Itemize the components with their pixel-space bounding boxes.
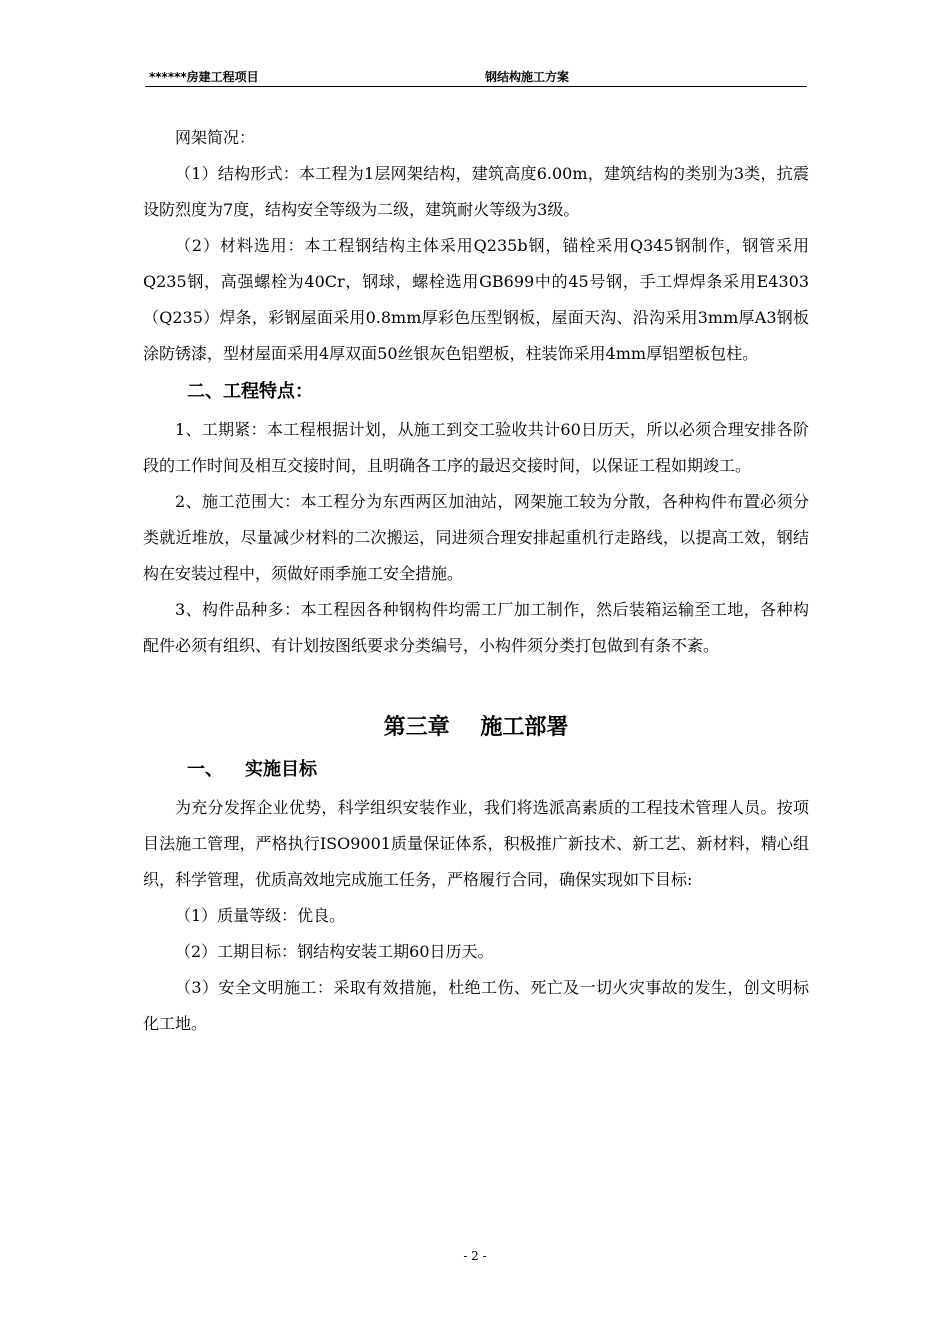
goals-heading-number: 一、 <box>187 759 223 780</box>
goal-item-safety: （3）安全文明施工：采取有效措施，杜绝工伤、死亡及一切火灾事故的发生，创文明标化工地。 <box>143 978 809 1033</box>
features-heading: 二、工程特点： <box>187 381 313 402</box>
chapter-name: 施工部署 <box>480 715 569 740</box>
feature-item-scope: 2、施工范围大：本工程分为东西两区加油站，网架施工较为分散，各种构件布置必须分类就近堆放，尽量减少材料的二次搬运，同进须合理安排起重机行走路线，以提高工效，钢结构在安装过程中，须做好雨季施工安全措施。 <box>143 492 809 583</box>
goal-item-quality: （1）质量等级：优良。 <box>175 906 346 925</box>
chapter-number: 第三章 <box>383 715 450 740</box>
goals-heading <box>143 750 809 790</box>
header-document-title: 钢结构施工方案 <box>485 70 570 84</box>
chapter-title <box>143 706 809 750</box>
page-body <box>143 120 809 1042</box>
overview-title: 网架简况： <box>175 128 256 147</box>
feature-item-components: 3、构件品种多：本工程因各种钢构件均需工厂加工制作，然后装箱运输至工地，各种构配件必须有组织、有计划按图纸要求分类编号，小构件须分类打包做到有条不紊。 <box>143 600 809 655</box>
page-header <box>145 68 807 87</box>
goals-heading-text: 实施目标 <box>245 759 317 780</box>
feature-item-schedule: 1、工期紧：本工程根据计划，从施工到交工验收共计60日历天，所以必须合理安排各阶段的工作时间及相互交接时间，且明确各工序的最迟交接时间，以保证工程如期竣工。 <box>143 420 809 475</box>
goals-intro-paragraph: 为充分发挥企业优势，科学组织安装作业，我们将选派高素质的工程技术管理人员。按项目法施工管理，严格执行ISO9001质量保证体系，积极推广新技术、新工艺、新材料，精心组织，科学管理，优质高效地完成施工任务，严格履行合同，确保实现如下目标: <box>143 798 809 889</box>
header-project-name: ******房建工程项目 <box>149 70 259 84</box>
page-number: - 2 - <box>463 1249 487 1263</box>
overview-materials-paragraph: （2）材料选用：本工程钢结构主体采用Q235b钢，锚栓采用Q345钢制作，钢管采用Q235钢，高强螺栓为40Cr，钢球，螺栓选用GB699中的45号钢，手工焊焊条采用E4303（Q235）焊条，彩钢屋面采用0.8mm厚彩色压型钢板，屋面天沟、沿沟采用3mm厚A3钢板涂防锈漆，型材屋面采用4厚双面50丝银灰色铝塑板，柱装饰采用4mm厚铝塑板包柱。 <box>143 236 809 363</box>
goal-item-schedule: （2）工期目标：钢结构安装工期60日历天。 <box>175 942 494 961</box>
overview-structure-paragraph: （1）结构形式：本工程为1层网架结构，建筑高度6.00m，建筑结构的类别为3类，抗震设防烈度为7度，结构安全等级为二级，建筑耐火等级为3级。 <box>143 164 809 219</box>
